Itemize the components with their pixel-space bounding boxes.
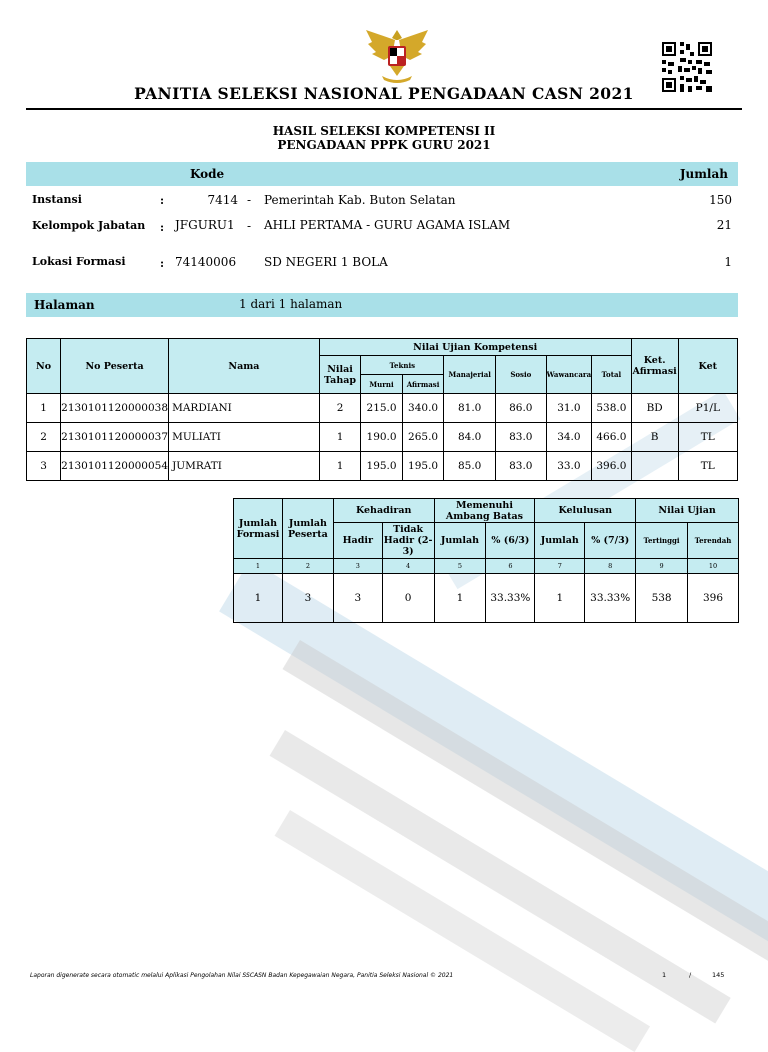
col-terendah: Terendah bbox=[688, 523, 739, 559]
cell-nama: MULIATI bbox=[169, 423, 320, 452]
lokasi-formasi-label: Lokasi Formasi bbox=[32, 255, 126, 268]
cell-afirmasi: 340.0 bbox=[402, 394, 444, 423]
cell-ket: P1/L bbox=[678, 394, 737, 423]
cell-manajerial: 84.0 bbox=[444, 423, 496, 452]
col-number: 8 bbox=[585, 559, 636, 574]
cell-no: 1 bbox=[27, 394, 61, 423]
cell-terendah: 396 bbox=[688, 574, 739, 623]
table-row bbox=[27, 452, 738, 481]
cell-lulus-jumlah: 1 bbox=[535, 574, 585, 623]
cell-nama: JUMRATI bbox=[169, 452, 320, 481]
col-number: 7 bbox=[535, 559, 585, 574]
cell-murni: 190.0 bbox=[361, 423, 402, 452]
cell-wawancara: 31.0 bbox=[546, 394, 591, 423]
colon: : bbox=[160, 257, 165, 270]
col-number: 5 bbox=[434, 559, 486, 574]
col-hadir: Hadir bbox=[333, 523, 382, 559]
footer-note: Laporan digenerate secara otomatic melalui Aplikasi Pengolahan Nilai SSCASN Badan Kepegawaian Negara, Panitia Seleksi Nasional © 2021 bbox=[30, 972, 454, 979]
col-lulus-pct: % (7/3) bbox=[585, 523, 636, 559]
col-number: 4 bbox=[382, 559, 434, 574]
column-number-row bbox=[234, 559, 739, 574]
col-afirmasi: Afirmasi bbox=[402, 375, 444, 394]
col-ket-afirmasi: Ket. Afirmasi bbox=[631, 339, 678, 394]
col-murni: Murni bbox=[361, 375, 402, 394]
cell-sosio: 86.0 bbox=[495, 394, 546, 423]
cell-tidak-hadir: 0 bbox=[382, 574, 434, 623]
jabatan-name: AHLI PERTAMA - GURU AGAMA ISLAM bbox=[264, 218, 511, 232]
cell-lulus-pct: 33.33% bbox=[585, 574, 636, 623]
cell-total: 396.0 bbox=[592, 452, 632, 481]
cell-ambang-jumlah: 1 bbox=[434, 574, 486, 623]
colon: : bbox=[160, 194, 165, 207]
cell-no-peserta: 2130101120000038 bbox=[61, 394, 169, 423]
cell-afirmasi: 195.0 bbox=[402, 452, 444, 481]
cell-wawancara: 34.0 bbox=[546, 423, 591, 452]
cell-ket-afirmasi: B bbox=[631, 423, 678, 452]
cell-ket-afirmasi: BD bbox=[631, 394, 678, 423]
col-group-nilai: Nilai Ujian Kompetensi bbox=[319, 339, 631, 356]
cell-murni: 215.0 bbox=[361, 394, 402, 423]
cell-sosio: 83.0 bbox=[495, 423, 546, 452]
statistics-table bbox=[233, 498, 739, 623]
cell-ket-afirmasi bbox=[631, 452, 678, 481]
col-number: 10 bbox=[688, 559, 739, 574]
halaman-label: Halaman bbox=[34, 298, 95, 312]
col-number: 1 bbox=[234, 559, 283, 574]
cell-manajerial: 81.0 bbox=[444, 394, 496, 423]
page-number: 1 bbox=[662, 971, 667, 979]
halaman-band bbox=[26, 293, 738, 317]
jumlah-header: Jumlah bbox=[679, 167, 728, 181]
colon: : bbox=[160, 221, 165, 234]
col-teknis: Teknis bbox=[361, 356, 444, 375]
results-table bbox=[26, 338, 738, 481]
summary-header-band bbox=[26, 162, 738, 186]
table-row bbox=[234, 574, 739, 623]
report-title: HASIL SELEKSI KOMPETENSI II bbox=[272, 124, 496, 138]
col-kelulusan: Kelulusan bbox=[535, 499, 636, 523]
col-manajerial: Manajerial bbox=[444, 356, 496, 394]
cell-tahap: 1 bbox=[319, 423, 361, 452]
cell-total: 466.0 bbox=[592, 423, 632, 452]
header-divider bbox=[26, 108, 742, 110]
instansi-label: Instansi bbox=[32, 193, 82, 206]
dash: - bbox=[247, 219, 252, 233]
col-wawancara: Wawancara bbox=[546, 356, 591, 394]
cell-ket: TL bbox=[678, 452, 737, 481]
cell-tahap: 2 bbox=[319, 394, 361, 423]
cell-tahap: 1 bbox=[319, 452, 361, 481]
table-row bbox=[27, 423, 738, 452]
col-jumlah-formasi: Jumlah Formasi bbox=[234, 499, 283, 559]
cell-jumlah-formasi: 1 bbox=[234, 574, 283, 623]
cell-ket: TL bbox=[678, 423, 737, 452]
page-separator: / bbox=[689, 971, 692, 979]
cell-hadir: 3 bbox=[333, 574, 382, 623]
page-title: PANITIA SELEKSI NASIONAL PENGADAAN CASN 2021 bbox=[134, 84, 634, 103]
col-number: 2 bbox=[282, 559, 333, 574]
instansi-name: Pemerintah Kab. Buton Selatan bbox=[264, 193, 456, 207]
cell-murni: 195.0 bbox=[361, 452, 402, 481]
cell-no-peserta: 2130101120000037 bbox=[61, 423, 169, 452]
cell-tertinggi: 538 bbox=[636, 574, 688, 623]
col-sosio: Sosio bbox=[495, 356, 546, 394]
kelompok-jabatan-label: Kelompok Jabatan bbox=[32, 219, 146, 232]
report-subtitle: PENGADAAN PPPK GURU 2021 bbox=[277, 138, 491, 152]
halaman-value: 1 dari 1 halaman bbox=[239, 297, 343, 311]
jabatan-code: JFGURU1 bbox=[175, 218, 235, 232]
col-jumlah-peserta: Jumlah Peserta bbox=[282, 499, 333, 559]
cell-total: 538.0 bbox=[592, 394, 632, 423]
garuda-emblem-icon bbox=[362, 24, 432, 86]
cell-jumlah-peserta: 3 bbox=[282, 574, 333, 623]
jabatan-count: 21 bbox=[716, 218, 732, 232]
col-no: No bbox=[27, 339, 61, 394]
dash: - bbox=[247, 193, 252, 207]
lokasi-count: 1 bbox=[724, 255, 732, 269]
cell-manajerial: 85.0 bbox=[444, 452, 496, 481]
cell-no: 2 bbox=[27, 423, 61, 452]
col-number: 3 bbox=[333, 559, 382, 574]
col-number: 6 bbox=[486, 559, 535, 574]
cell-afirmasi: 265.0 bbox=[402, 423, 444, 452]
watermark-stripe bbox=[282, 640, 768, 1004]
col-number: 9 bbox=[636, 559, 688, 574]
cell-sosio: 83.0 bbox=[495, 452, 546, 481]
kode-header: Kode bbox=[190, 167, 225, 181]
col-nilai-tahap: Nilai Tahap bbox=[319, 356, 361, 394]
col-tertinggi: Tertinggi bbox=[636, 523, 688, 559]
col-ket: Ket bbox=[678, 339, 737, 394]
col-ambang-pct: % (6/3) bbox=[486, 523, 535, 559]
col-no-peserta: No Peserta bbox=[61, 339, 169, 394]
col-ambang-batas: Memenuhi Ambang Batas bbox=[434, 499, 535, 523]
instansi-code: 7414 bbox=[207, 193, 238, 207]
col-kehadiran: Kehadiran bbox=[333, 499, 434, 523]
page-total: 145 bbox=[712, 971, 725, 979]
cell-nama: MARDIANI bbox=[169, 394, 320, 423]
col-tidak-hadir: Tidak Hadir (2-3) bbox=[383, 524, 433, 557]
cell-no-peserta: 2130101120000054 bbox=[61, 452, 169, 481]
lokasi-name: SD NEGERI 1 BOLA bbox=[264, 255, 388, 269]
col-nama: Nama bbox=[169, 339, 320, 394]
col-lulus-jumlah: Jumlah bbox=[535, 523, 585, 559]
lokasi-code: 74140006 bbox=[175, 255, 237, 269]
col-total: Total bbox=[592, 356, 632, 394]
instansi-count: 150 bbox=[709, 193, 732, 207]
table-row bbox=[27, 394, 738, 423]
cell-wawancara: 33.0 bbox=[546, 452, 591, 481]
cell-no: 3 bbox=[27, 452, 61, 481]
col-nilai-ujian: Nilai Ujian bbox=[636, 499, 739, 523]
cell-ambang-pct: 33.33% bbox=[486, 574, 535, 623]
col-ambang-jumlah: Jumlah bbox=[434, 523, 486, 559]
